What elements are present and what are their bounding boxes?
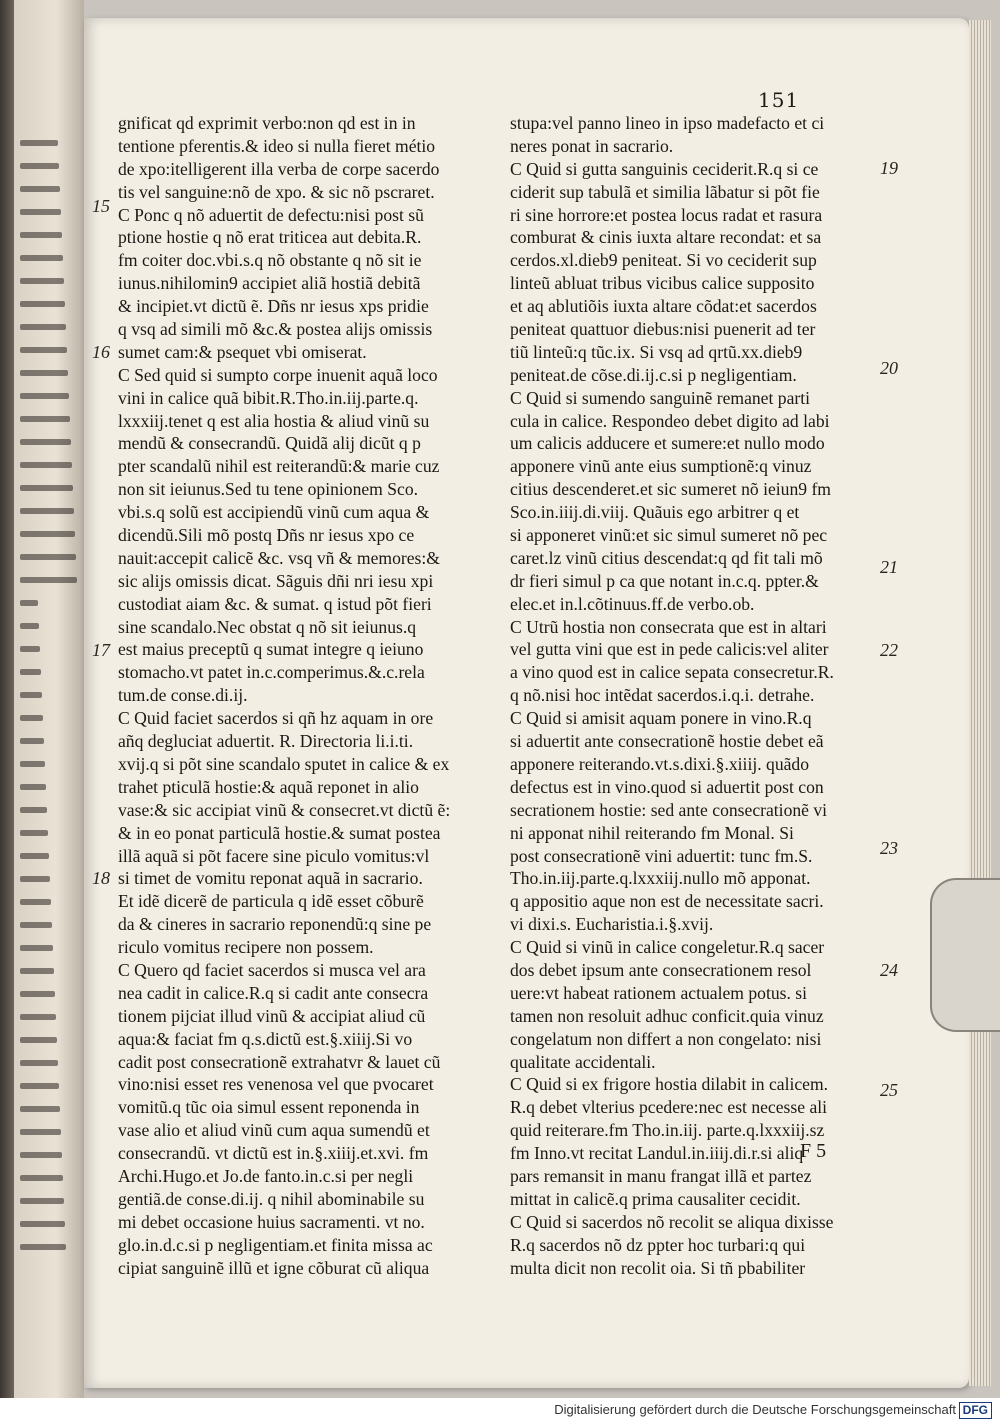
- text-line: Archi.Hugo.et Jo.de fanto.in.c.si per negli: [118, 1165, 414, 1186]
- text-line: caret.lz vinũ citius descendat:q qd fit tali mõ: [510, 547, 823, 568]
- facing-page-edge: [14, 0, 84, 1424]
- book-binding: [0, 0, 14, 1424]
- text-line: um calicis adducere et sumere:et nullo modo: [510, 433, 825, 454]
- facing-page-text-fragment: [20, 577, 77, 583]
- facing-page-text-fragment: [20, 1106, 60, 1112]
- text-line: C Quero qd faciet sacerdos si musca vel ara: [118, 959, 426, 980]
- text-line: ptione hostie q nõ erat triticea aut debita.R.: [118, 227, 422, 248]
- text-line: q appositio aque non est de necessitate sacri.: [510, 891, 824, 912]
- text-line: tiũ linteũ:q tũc.ix. Si vsq ad qrtũ.xx.dieb9: [510, 341, 803, 362]
- text-line: cipiat sanguinẽ illũ et igne cõburat cũ aliqua: [118, 1257, 430, 1278]
- facing-page-text-fragment: [20, 623, 39, 629]
- text-line: C Quid si gutta sanguinis ceciderit.R.q si ce: [510, 158, 819, 179]
- text-line: sine scandalo.Nec obstat q nõ sit ieiunus.q: [118, 616, 417, 637]
- text-line: nauit:accepit calicẽ &c. vsq vñ & memores:&: [118, 547, 440, 568]
- text-line: secrationem hostie: sed ante consecrationẽ vi: [510, 799, 828, 820]
- text-line: cadit post consecrationẽ extrahatvr & lauet cũ: [118, 1051, 441, 1072]
- margin-paragraph-number: 25: [880, 1080, 898, 1100]
- facing-page-text-fragment: [20, 278, 64, 284]
- margin-paragraph-number: 22: [880, 640, 898, 660]
- margin-paragraph-number: 18: [92, 868, 110, 888]
- facing-page-text-fragment: [20, 1014, 56, 1020]
- text-line: sumet cam:& psequet vbi omiserat.: [118, 341, 367, 362]
- text-line: citius descenderet.et sic sumeret nõ ieiun9 fm: [510, 479, 831, 500]
- text-line: mendũ & consecrandũ. Quidã alij dicũt q p: [118, 433, 421, 454]
- text-line: tentione pferentis.& ideo si nulla fieret métio: [118, 135, 436, 156]
- text-line: elec.et in.l.cõtinuus.ff.de verbo.ob.: [510, 593, 755, 614]
- facing-page-text-fragment: [20, 945, 53, 951]
- text-line: lxxxiij.tenet q est alia hostia & aliud vinũ su: [118, 410, 430, 431]
- text-line: C Quid faciet sacerdos si qñ hz aquam in ore: [118, 708, 434, 729]
- text-line: apponere vinũ ante eius sumptionẽ:q vinuz: [510, 456, 812, 477]
- facing-page-text-fragment: [20, 554, 76, 560]
- text-line: C Utrũ hostia non consecrata que est in altari: [510, 616, 827, 637]
- text-line: vase:& sic accipiat vinũ & consecret.vt dictũ ẽ:: [118, 799, 451, 820]
- facing-page-text-fragment: [20, 738, 44, 744]
- margin-paragraph-number: 21: [880, 557, 898, 577]
- text-line: & in eo ponat particulã hostie.& sumat postea: [118, 822, 441, 843]
- facing-page-text-fragment: [20, 600, 38, 606]
- text-line: est maius preceptũ q sumat integre q ieiuno: [118, 639, 424, 660]
- facing-page-text-fragment: [20, 439, 71, 445]
- text-line: C Quid si amisit aquam ponere in vino.R.q: [510, 708, 812, 729]
- text-line: ni apponat nihil reiterando fm Monal. Si: [510, 822, 794, 843]
- text-line: mi debet occasione huius sacramenti. vt no.: [118, 1211, 425, 1232]
- text-line: vel gutta vini que est in pede calicis:vel aliter: [510, 639, 829, 660]
- text-line: custodiat aiam &c. & sumat. q istud põt fieri: [118, 593, 432, 614]
- facing-page-text-fragment: [20, 508, 74, 514]
- text-line: qualitate accidentali.: [510, 1051, 656, 1072]
- text-line: uere:vt habeat rationem actualem potus. si: [510, 982, 808, 1003]
- text-line: ri sine horrore:et postea locus radat et rasura: [510, 204, 823, 225]
- facing-page-text-fragment: [20, 1152, 62, 1158]
- margin-paragraph-number: 20: [880, 358, 898, 378]
- facing-page-text-fragment: [20, 876, 50, 882]
- text-line: sic alijs omissis dicat. Sãguis dñi nri iesu xpi: [118, 570, 434, 591]
- text-line: stupa:vel panno lineo in ipso madefacto et ci: [510, 113, 825, 133]
- text-line: tamen non resoluit adhuc conficit.quia vinuz: [510, 1005, 824, 1026]
- text-line: C Ponc q nõ aduertit de defectu:nisi post sũ: [118, 204, 424, 225]
- facing-page-text-fragment: [20, 370, 68, 376]
- text-line: pter scandalũ nihil est reiterandũ:& marie cuz: [118, 456, 440, 477]
- text-line: congelatum non differt a non congelato: nisi: [510, 1028, 822, 1049]
- facing-page-text-fragment: [20, 416, 70, 422]
- text-line: si apponeret vinũ:et sic simul sumeret nõ pec: [510, 525, 828, 546]
- facing-page-text-fragment: [20, 1175, 63, 1181]
- text-line: C Sed quid si sumpto corpe inuenit aquã loco: [118, 364, 438, 385]
- text-line: q vsq ad simili mõ &c.& postea alijs omissis: [118, 319, 433, 340]
- facing-page-text-fragment: [20, 1060, 58, 1066]
- text-line: gnificat qd exprimit verbo:non qd est in in: [118, 113, 416, 133]
- text-line: q nõ.nisi hoc intẽdat sacerdos.i.q.i. detrahe.: [510, 685, 815, 706]
- signature-mark: F 5: [800, 1140, 827, 1162]
- text-line: vomitũ.q tũc oia simul essent reponenda in: [118, 1097, 420, 1118]
- page-tab-marker: [930, 878, 1000, 1032]
- text-line: fm coiter doc.vbi.s.q nõ obstante q nõ sit ie: [118, 250, 422, 271]
- text-line: C Quid si ex frigore hostia dilabit in calicem.: [510, 1074, 829, 1095]
- text-line: C Quid si vinũ in calice congeletur.R.q sacer: [510, 937, 825, 958]
- text-line: & incipiet.vt dictũ ẽ. Dñs nr iesus xps pridie: [118, 296, 429, 317]
- page-stack-edge: [969, 20, 991, 1386]
- text-line: neres ponat in sacrario.: [510, 135, 674, 156]
- text-line: nea cadit in calice.R.q si cadit ante consecra: [118, 982, 429, 1003]
- facing-page-text-fragment: [20, 761, 45, 767]
- text-line: dos debet ipsum ante consecrationem resol: [510, 959, 812, 980]
- text-line: post consecrationẽ vini aduertit: tunc fm.S.: [510, 845, 813, 866]
- text-line: vase alio et aliud vinũ cum aqua sumendũ et: [118, 1120, 430, 1141]
- text-line: dr fieri simul p ca que notant in.c.q. ppter.&: [510, 570, 819, 591]
- text-line: iunus.nihilomin9 accipiet aliã hostiã debitã: [118, 273, 421, 294]
- facing-page-text-fragment: [20, 807, 47, 813]
- text-line: peniteat.de cõse.di.ij.c.si p negligentiam.: [510, 364, 797, 385]
- facing-page-text-fragment: [20, 255, 63, 261]
- text-line: xvij.q si põt sine scandalo sputet in calice & ex: [118, 753, 450, 774]
- text-line: da & cineres in sacrario reponendũ:q sine pe: [118, 914, 432, 935]
- text-line: cerdos.xl.dieb9 peniteat. Si vo ceciderit sup: [510, 250, 817, 271]
- margin-paragraph-number: 17: [92, 640, 110, 660]
- text-line: de xpo:itelligerent illa verba de corpe sacerdo: [118, 158, 440, 179]
- facing-page-text-fragment: [20, 784, 46, 790]
- facing-page-text-fragment: [20, 462, 72, 468]
- text-column-right: [510, 112, 880, 1279]
- facing-page-text-fragment: [20, 899, 51, 905]
- facing-page-text-fragment: [20, 669, 41, 675]
- facing-page-text-fragment: [20, 692, 42, 698]
- facing-page-text-fragment: [20, 830, 48, 836]
- facing-page-text-fragment: [20, 968, 54, 974]
- facing-page-text-fragment: [20, 991, 55, 997]
- text-line: Sco.in.iiij.di.viij. Quãuis ego arbitrer q et: [510, 502, 800, 523]
- facing-page-text-fragment: [20, 347, 67, 353]
- facing-page-text-fragment: [20, 485, 73, 491]
- facing-page-text-fragment: [20, 1244, 66, 1250]
- text-line: C Quid si sacerdos nõ recolit se aliqua dixisse: [510, 1211, 834, 1232]
- margin-paragraph-number: 24: [880, 960, 898, 980]
- text-line: dicendũ.Sili mõ postq Dñs nr iesus xpo ce: [118, 525, 415, 546]
- text-line: pars remansit in manu frangat illã et partez: [510, 1165, 812, 1186]
- dfg-logo: DFG: [959, 1402, 992, 1419]
- margin-paragraph-number: 16: [92, 342, 110, 362]
- folio-number: 151: [758, 88, 800, 112]
- text-line: comburat & cinis iuxta altare recondat: et sa: [510, 227, 822, 248]
- text-line: fm Inno.vt recitat Landul.in.iiij.di.r.si aliq: [510, 1143, 804, 1164]
- text-line: vini in calice quã bibit.R.Tho.in.iij.parte.q.: [118, 387, 419, 408]
- text-line: ciderit sup tabulã et similia lãbatur si põt fie: [510, 181, 820, 202]
- facing-page-text-fragment: [20, 1221, 65, 1227]
- facing-page-text-fragment: [20, 1198, 64, 1204]
- facing-page-text-fragment: [20, 186, 60, 192]
- facing-page-text-fragment: [20, 646, 40, 652]
- text-line: peniteat quattuor diebus:nisi puenerit ad ter: [510, 319, 816, 340]
- text-line: si timet de vomitu reponat aquã in sacrario.: [118, 868, 423, 889]
- facing-page-text-fragment: [20, 163, 59, 169]
- text-line: R.q debet vlterius pcedere:nec est necesse ali: [510, 1097, 828, 1118]
- facing-page-text-fragment: [20, 1083, 59, 1089]
- text-line: Tho.in.iij.parte.q.lxxxiij.nullo mõ apponat.: [510, 868, 811, 889]
- text-line: añq degluciat aduertit. R. Directoria li.i.ti.: [118, 731, 414, 752]
- text-line: glo.in.d.c.si p negligentiam.et finita missa ac: [118, 1234, 433, 1255]
- facing-page-text-fragment: [20, 232, 62, 238]
- text-line: gentiã.de conse.di.ij. q nihil abominabile su: [118, 1188, 425, 1209]
- text-line: a vino quod est in calice sepata consecretur.R.: [510, 662, 834, 683]
- facing-page-text-fragment: [20, 393, 69, 399]
- text-line: stomacho.vt patet in.c.comperimus.&.c.rela: [118, 662, 425, 683]
- margin-paragraph-number: 23: [880, 838, 898, 858]
- text-line: si aduertit ante consecrationẽ hostie debet eã: [510, 731, 824, 752]
- text-line: tionem pijciat illud vinũ & accipiat aliud cũ: [118, 1005, 426, 1026]
- text-line: non sit ieiunus.Sed tu tene opinionem Sco.: [118, 479, 419, 500]
- footer-credit: Digitalisierung gefördert durch die Deutsche Forschungsgemeinschaft: [554, 1402, 956, 1417]
- margin-paragraph-number: 19: [880, 158, 898, 178]
- text-line: R.q sacerdos nõ dz ppter hoc turbari:q qui: [510, 1234, 806, 1255]
- text-line: C Quid si sumendo sanguinẽ remanet parti: [510, 387, 811, 408]
- text-line: vi dixi.s. Eucharistia.i.§.xvij.: [510, 914, 714, 935]
- facing-page-text-fragment: [20, 209, 61, 215]
- text-line: tum.de conse.di.ij.: [118, 685, 248, 706]
- text-line: et aq ablutiõis iuxta altare cõdat:et sacerdos: [510, 296, 817, 317]
- facing-page-text-fragment: [20, 301, 65, 307]
- text-line: illã aquã si põt facere sine piculo vomitus:vl: [118, 845, 430, 866]
- facing-page-text-fragment: [20, 324, 66, 330]
- facing-page-text-fragment: [20, 715, 43, 721]
- text-line: multa dicit non recolit oia. Si tñ pbabiliter: [510, 1257, 806, 1278]
- facing-page-text-fragment: [20, 1037, 57, 1043]
- text-line: cula in calice. Respondeo debet digito ad labi: [510, 410, 830, 431]
- facing-page-text-fragment: [20, 853, 49, 859]
- text-line: Et idẽ dicerẽ de particula q idẽ esset cõburẽ: [118, 891, 424, 912]
- facing-page-text-fragment: [20, 922, 52, 928]
- text-line: riculo vomitus recipere non possem.: [118, 937, 374, 958]
- text-line: defectus est in vino.quod si aduertit post con: [510, 776, 824, 797]
- text-line: consecrandũ. vt dictũ est in.§.xiiij.et.xvi. fm: [118, 1143, 429, 1164]
- text-line: vbi.s.q solũ est accipiendũ vinũ cum aqua &: [118, 502, 430, 523]
- margin-paragraph-number: 15: [92, 196, 110, 216]
- text-line: tis vel sanguine:nõ de xpo. & sic nõ pscraret.: [118, 181, 435, 202]
- text-line: aqua:& faciat fm q.s.dictũ est.§.xiiij.Si vo: [118, 1028, 413, 1049]
- text-line: quid reiterare.fm Tho.in.iij. parte.q.lxxxiij.sz: [510, 1120, 825, 1141]
- text-line: trahet pticulã hostie:& aquã reponet in alio: [118, 776, 419, 797]
- text-line: linteũ abluat tribus vicibus calice supposito: [510, 273, 815, 294]
- text-line: vino:nisi esset res venenosa vel que pvocaret: [118, 1074, 434, 1095]
- facing-page-text-fragment: [20, 140, 58, 146]
- text-column-left: [118, 112, 498, 1279]
- text-line: mittat in calicẽ.q prima causaliter cecidit.: [510, 1188, 801, 1209]
- text-line: apponere reiterando.vt.s.dixi.§.xiiij. quãdo: [510, 753, 810, 774]
- facing-page-text-fragment: [20, 1129, 61, 1135]
- facing-page-text-fragment: [20, 531, 75, 537]
